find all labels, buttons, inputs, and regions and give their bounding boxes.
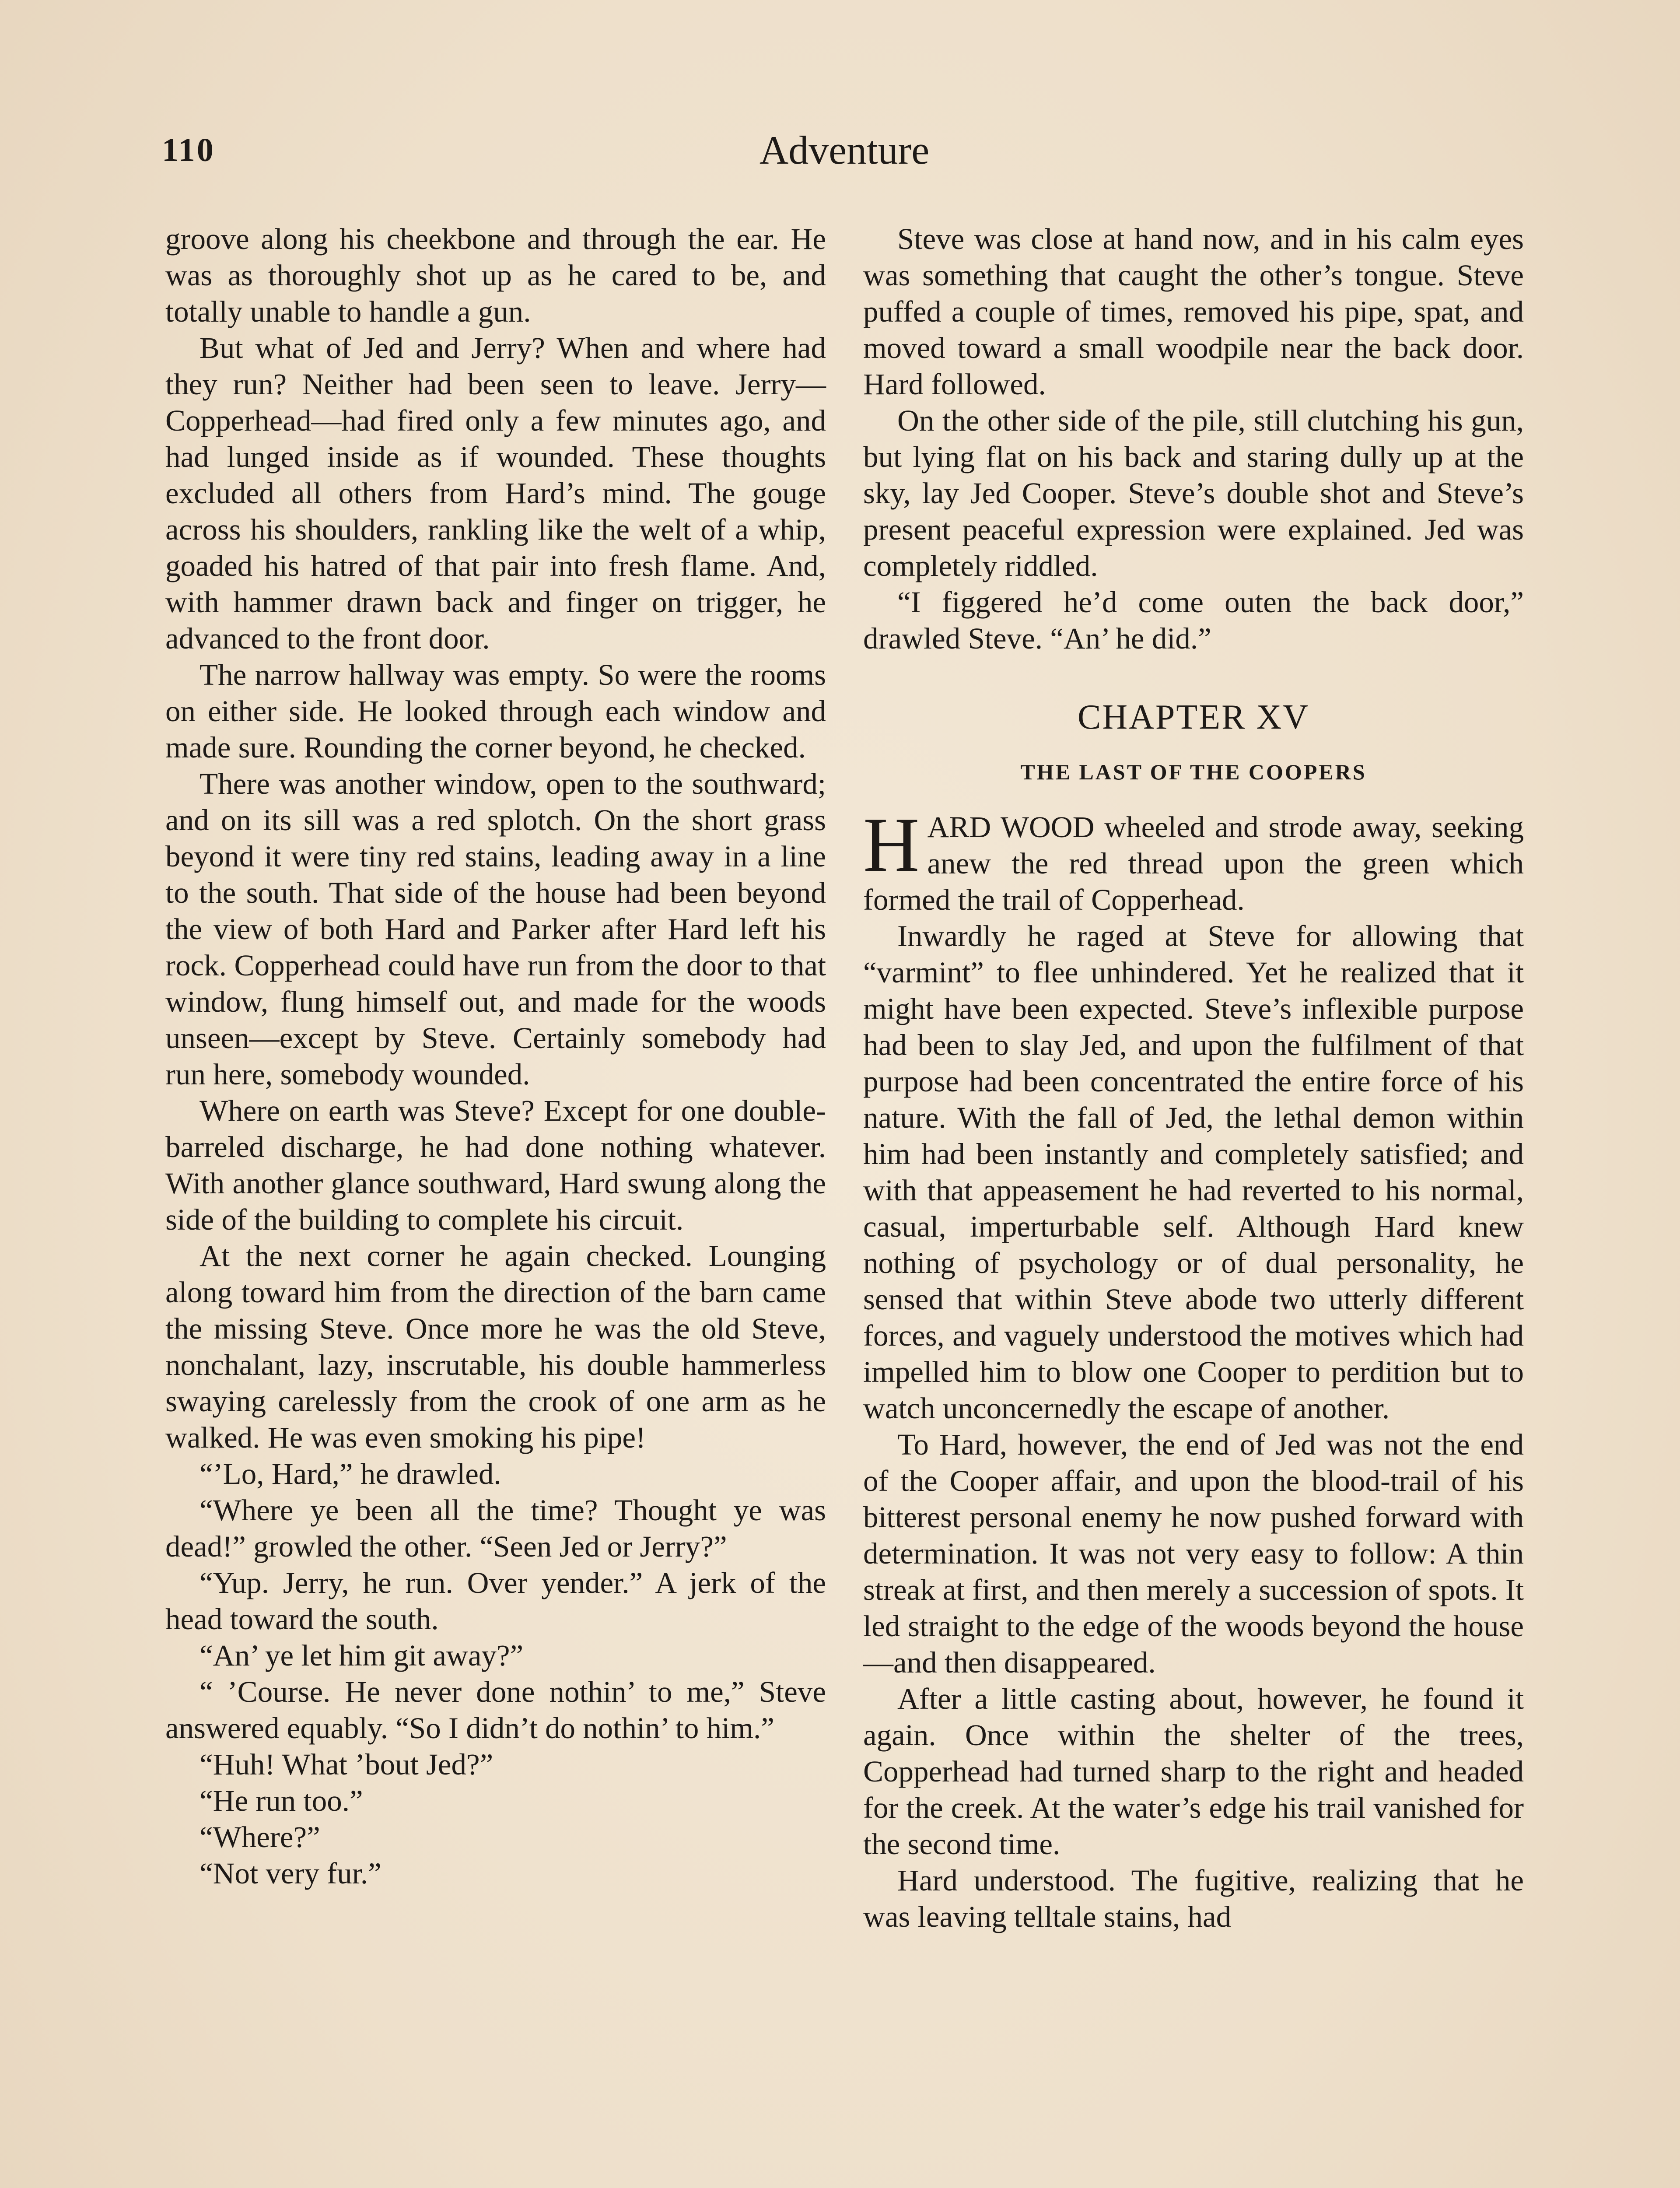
paragraph: “’Lo, Hard,” he drawled. — [200, 1457, 501, 1490]
chapter-opening-paragraph — [863, 801, 1524, 918]
paragraph: Steve was close at hand now, and in his calm eyes was something that caught the other’s tongue. Steve puffed a couple of times, removed his pipe, spat, and moved toward a small woodpile near the back door. Hard followed. — [863, 222, 1524, 401]
paragraph: “Where ye been all the time? Thought ye was dead!” growled the other. “Seen Jed or Jerry?” — [165, 1494, 826, 1563]
paragraph: Hard understood. The fugitive, realizing that he was leaving telltale stains, had — [863, 1864, 1524, 1933]
running-head: Adventure — [759, 128, 930, 172]
paragraph: “I figgered he’d come outen the back door,” drawled Steve. “An’ he did.” — [863, 586, 1524, 655]
paragraph: The narrow hallway was empty. So were the rooms on either side. He looked through each window and made sure. Rounding the corner beyond, he checked. — [165, 658, 826, 764]
paragraph: To Hard, however, the end of Jed was not the end of the Cooper affair, and upon the blood-trail of his bitterest personal enemy he now pushed forward with determination. It was not very easy to follow: A thin streak at first, and then merely a succession of spots. It led straight to the edge of the woods beyond the house—and then disappeared. — [863, 1428, 1524, 1679]
chapter-title: CHAPTER XV — [1077, 698, 1310, 736]
page-number: 110 — [162, 132, 215, 168]
paragraph: But what of Jed and Jerry? When and where had they run? Neither had been seen to leave. Jerry—Copperhead—had fired only a few minutes ago, and had lunged inside as if wounded. These thoughts excluded all others from Hard’s mind. The gouge across his shoulders, rankling like the welt of a whip, goaded his hatred of that pair into fresh flame. And, with hammer drawn back and finger on trigger, he advanced to the front door. — [165, 331, 826, 655]
paragraph: “An’ ye let him git away?” — [200, 1639, 524, 1672]
paragraph: “Not very fur.” — [200, 1857, 382, 1890]
paragraph: “Huh! What ’bout Jed?” — [200, 1748, 494, 1781]
drop-cap: H — [863, 801, 920, 888]
paragraph: At the next corner he again checked. Lounging along toward him from the direction of the barn came the missing Steve. Once more he was the old Steve, nonchalant, lazy, inscrutable, his double hammerless swaying carelessly from the crook of one arm as he walked. He was even smoking his pipe! — [165, 1239, 826, 1454]
paragraph: “Yup. Jerry, he run. Over yender.” A jerk of the head toward the south. — [165, 1566, 826, 1636]
paragraph: Inwardly he raged at Steve for allowing that “varmint” to flee unhindered. Yet he realized that it might have been expected. Steve’s inflexible purpose had been to slay Jed, and upon the fulfilment of that purpose had been concentrated the entire force of his nature. With the fall of Jed, the lethal demon within him had been instantly and completely satisfied; and with that appeasement he had reverted to his normal, casual, imperturbable self. Although Hard knew nothing of psychology or of dual personality, he sensed that within Steve abode two utterly different forces, and vaguely understood the motives which had impelled him to blow one Cooper to perdition but to watch unconcernedly the escape of another. — [863, 919, 1524, 1425]
paragraph: There was another window, open to the southward; and on its sill was a red splotch. On the short grass beyond it were tiny red stains, leading away in a line to the south. That side of the house had been beyond the view of both Hard and Parker after Hard left his rock. Copperhead could have run from the door to that window, flung himself out, and made for the woods unseen—except by Steve. Certainly somebody had run here, somebody wounded. — [165, 767, 826, 1091]
page-header — [162, 123, 1527, 188]
paragraph: “He run too.” — [200, 1784, 363, 1817]
paragraph: Where on earth was Steve? Except for one double-barreled discharge, he had done nothing whatever. With another glance southward, Hard swung along the side of the building to complete his circuit. — [165, 1094, 826, 1236]
paragraph: “Where?” — [200, 1820, 320, 1854]
left-column — [165, 221, 826, 1892]
paragraph: groove along his cheekbone and through the ear. He was as thoroughly shot up as he cared to be, and totally unable to handle a gun. — [165, 222, 826, 328]
paragraph: After a little casting about, however, he found it again. Once within the shelter of the trees, Copperhead had turned sharp to the right and headed for the creek. At the water’s edge his trail vanished for the second time. — [863, 1682, 1524, 1861]
chapter-subtitle: THE LAST OF THE COOPERS — [1020, 760, 1367, 784]
opening-text: ARD WOOD wheeled and strode away, seeking anew the red thread upon the green which formed the trail of Copperhead. — [863, 810, 1524, 916]
right-column — [863, 221, 1524, 1935]
paragraph: On the other side of the pile, still clutching his gun, but lying flat on his back and staring dully up at the sky, lay Jed Cooper. Steve’s double shot and Steve’s present peaceful expression were explained. Jed was completely riddled. — [863, 404, 1524, 582]
paragraph: “ ’Course. He never done nothin’ to me,” Steve answered equably. “So I didn’t do nothin’ to him.” — [165, 1675, 826, 1745]
